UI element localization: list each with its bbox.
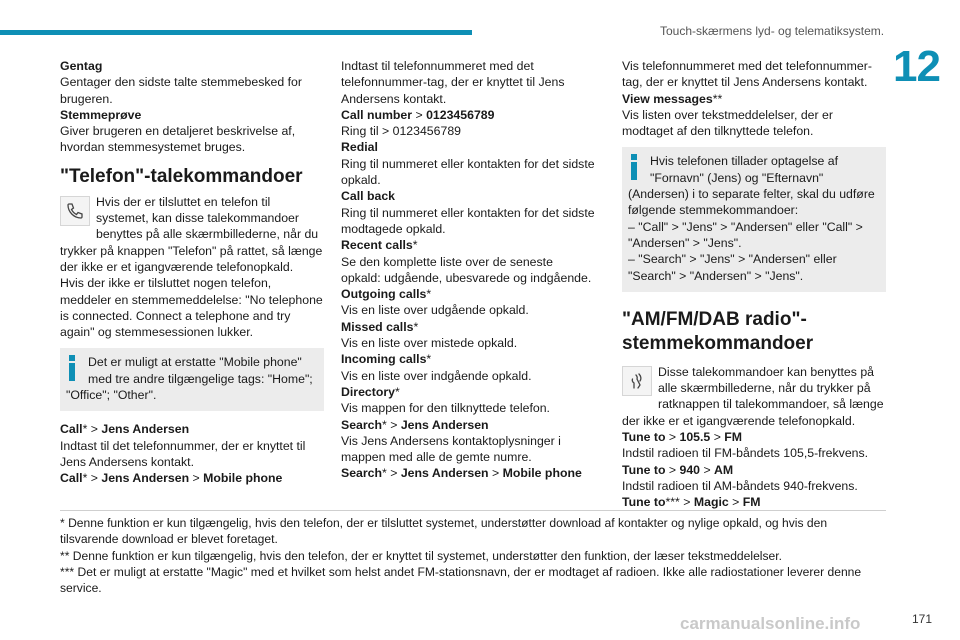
callback-text: Ring til nummeret eller kontakten for det sidste modtagede opkald. — [341, 205, 595, 236]
search-jens-text: Vis Jens Andersens kontaktoplysninger i mappen med alle de gemte numre. — [341, 433, 561, 465]
stemmeprove-text: Giver brugeren en detaljeret beskrivelse af, hvordan stemmesystemet bruges. — [60, 124, 296, 155]
gentag-text: Gentager den sidste talte stemmebesked for brugeren. — [60, 75, 302, 106]
telefon-heading: "Telefon"-talekommandoer — [60, 165, 303, 187]
redial-text: Ring til nummeret eller kontakten for det sidste opkald. — [341, 156, 595, 188]
recent-text: Se den komplette liste over de seneste opkald: udgående, ubesvarede og indgående. — [341, 254, 592, 285]
tune-fm-text: Indstil radioen til FM-båndets 105,5-frekvens. — [622, 446, 869, 461]
col3-intro: Vis telefonnummeret med det telefonnummer-tag, der er knyttet til Jens Andersens kontakt. — [622, 59, 872, 90]
telefon-intro: Hvis der er tilsluttet en telefon til systemet, kan disse talekommandoer benyttes på alle skærmbillederne, når du trykker på knappen "Telefon" på rattet, så længe der ikke er et igangværende telefonopkald. — [60, 194, 323, 274]
header-accent-bar — [0, 30, 472, 35]
view-messages-text: Vis listen over tekstmeddelelser, der er modtaget af den tilknyttede telefon. — [622, 107, 833, 139]
info-icon — [628, 153, 642, 181]
cmd-call-jens-mobile: Call* > Jens Andersen > Mobile phone — [60, 471, 283, 486]
column-1 — [60, 58, 324, 487]
col2-intro: Indtast til telefonnummeret med det telefonnummer-tag, der er knyttet til Jens Andersens kontakt. — [341, 59, 565, 106]
phone-icon — [60, 196, 90, 226]
info-names-line1: – "Call" > "Jens" > "Andersen" eller "Call" > "Andersen" > "Jens". — [628, 219, 863, 250]
missed-title: Missed calls* — [341, 319, 419, 334]
info-box-names — [622, 147, 886, 291]
recent-title: Recent calls* — [341, 238, 418, 253]
missed-text: Vis en liste over mistede opkald. — [341, 336, 518, 351]
search-jens-cmd: Search* > Jens Andersen — [341, 417, 489, 432]
watermark: carmanualsonline.info — [680, 614, 861, 633]
stemmeprove-title: Stemmeprøve — [60, 107, 142, 122]
incoming-text: Vis en liste over indgående opkald. — [341, 368, 532, 383]
call-number-text: Ring til > 0123456789 — [341, 124, 461, 139]
info-tags-text: Det er muligt at erstatte "Mobile phone" med tre andre tilgængelige tags: "Home"; "Office"; "Other". — [66, 355, 313, 403]
info-names-text: Hvis telefonen tillader optagelse af "Fornavn" (Jens) og "Efternavn" (Andersen) i to separate felter, skal du udføre følgende stemmekommandoer: — [628, 154, 875, 218]
footnotes — [60, 515, 886, 596]
info-names-line2: – "Search" > "Jens" > "Andersen" eller "Search" > "Andersen" > "Jens". — [628, 252, 837, 283]
footnote-2: ** Denne funktion er kun tilgængelig, hvis den telefon, der er knyttet til systemet, understøtter den funktion, der læser tekstmeddelelser. — [60, 548, 782, 563]
call-number-cmd: Call number > 0123456789 — [341, 107, 495, 122]
header-title: Touch-skærmens lyd- og telematiksystem. — [660, 24, 885, 38]
footnote-1: * Denne funktion er kun tilgængelig, hvis den telefon, der er tilsluttet systemet, understøtter download af kontakter og nylige opkald, og hvis den tilsvarende download er blevet foretaget. — [60, 516, 828, 547]
column-3 — [622, 58, 886, 511]
footnote-3: *** Det er muligt at erstatte "Magic" med et hvilket som helst andet FM-stationsnavn, der er modtaget af radioen. Ikke alle radiostationer leverer denne service. — [60, 564, 862, 596]
radio-heading: "AM/FM/DAB radio"-stemmekommandoer — [622, 308, 814, 354]
search-jens-mobile-cmd: Search* > Jens Andersen > Mobile phone — [341, 466, 582, 481]
outgoing-title: Outgoing calls* — [341, 287, 432, 302]
cmd-call-jens: Call* > Jens Andersen — [60, 422, 190, 437]
incoming-title: Incoming calls* — [341, 352, 432, 367]
redial-title: Redial — [341, 140, 378, 155]
voice-command-icon — [622, 366, 652, 396]
page-number: 171 — [912, 612, 933, 626]
tune-am-text: Indstil radioen til AM-båndets 940-frekvens. — [622, 478, 858, 493]
cmd-call-jens-text: Indtast til det telefonnummer, der er knyttet til Jens Andersens kontakt. — [60, 438, 306, 469]
tune-magic-cmd: Tune to*** > Magic > FM — [622, 495, 761, 510]
directory-text: Vis mappen for den tilknyttede telefon. — [341, 401, 550, 416]
view-messages-title: View messages** — [622, 91, 723, 106]
footnote-divider — [60, 510, 886, 511]
info-icon — [66, 354, 80, 382]
no-phone-text: Hvis der ikke er tilsluttet nogen telefon, meddeler en stemmemeddelelse: "No telephone is connected. Connect a telephone and try again" og stemmesessionen lukker. — [60, 276, 323, 340]
tune-am-cmd: Tune to > 940 > AM — [622, 462, 734, 477]
gentag-title: Gentag — [60, 59, 103, 73]
chapter-number: 12 — [893, 42, 940, 91]
outgoing-text: Vis en liste over udgående opkald. — [341, 303, 529, 318]
tune-fm-cmd: Tune to > 105.5 > FM — [622, 430, 743, 445]
column-2 — [341, 58, 595, 482]
info-box-tags — [60, 348, 324, 411]
callback-title: Call back — [341, 189, 395, 204]
radio-intro: Disse talekommandoer kan benyttes på alle skærmbillederne, når du trykker på ratknappen til talekommandoer, så længe der ikke er et igangværende telefonopkald. — [622, 364, 884, 428]
directory-title: Directory* — [341, 384, 400, 399]
